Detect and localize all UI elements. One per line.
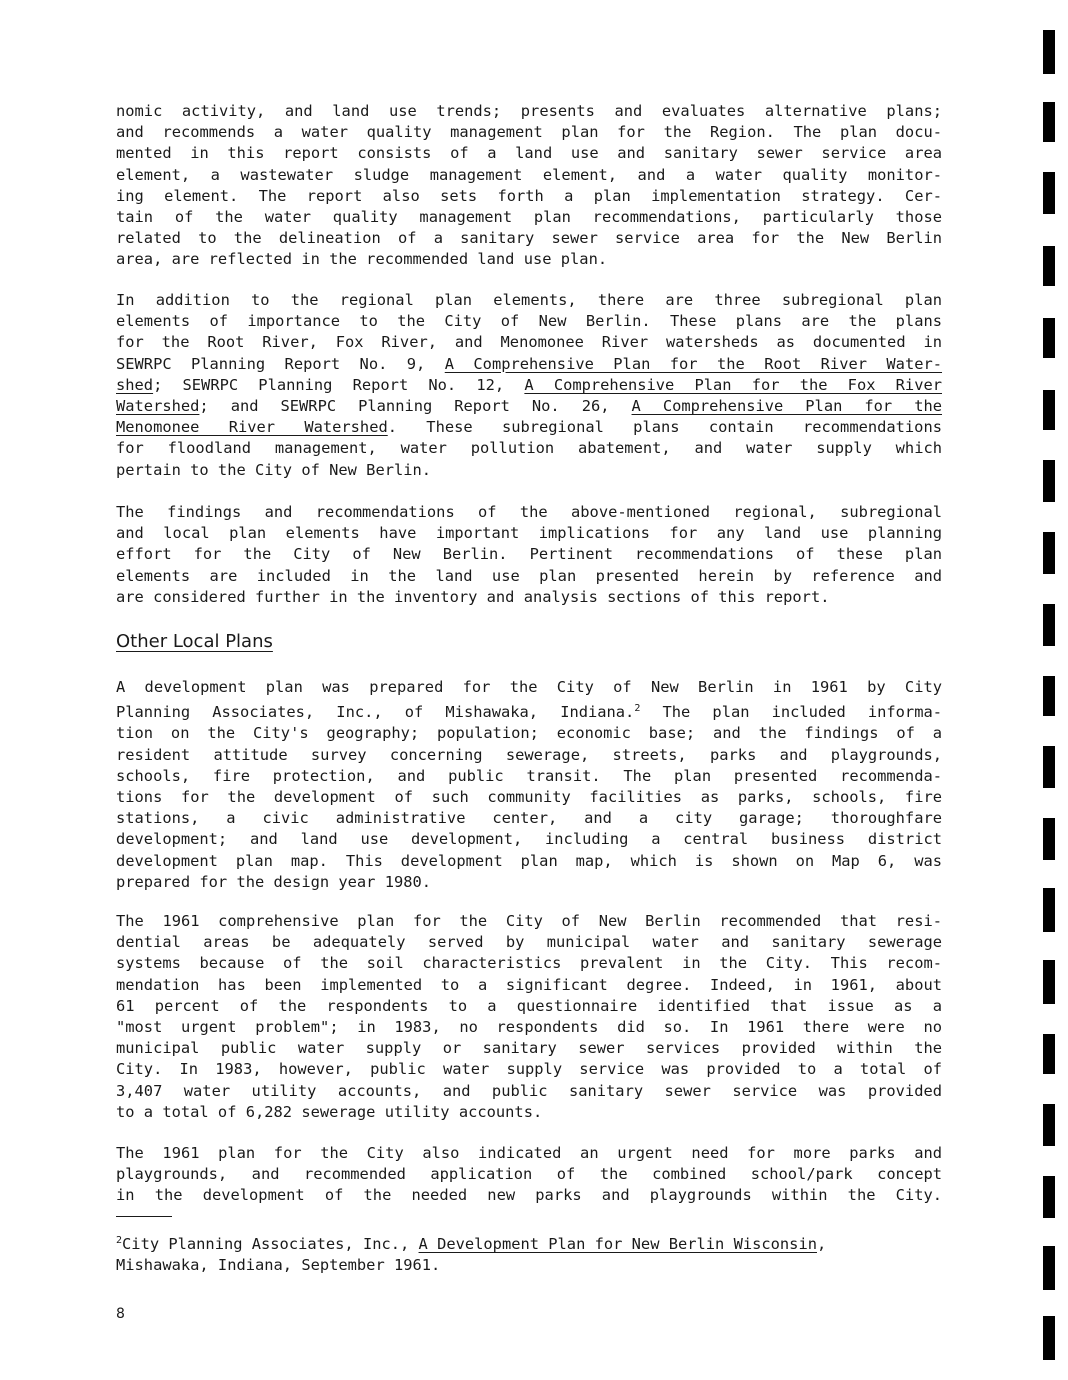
text-line: development plan map. This development plan map, which is shown on Map 6, was	[116, 851, 942, 870]
footnote-divider	[116, 1216, 172, 1217]
text-line: 61 percent of the respondents to a questionnaire identified that issue as a	[116, 996, 942, 1015]
text-line: prepared for the design year 1980.	[116, 872, 432, 891]
footnote-cited-title: A Development Plan for New Berlin Wisconsin	[418, 1235, 817, 1253]
paragraph-water-quality-plan	[116, 101, 942, 271]
scan-margin-bar	[1043, 818, 1055, 860]
text-fragment: The plan included informa-	[640, 703, 942, 722]
text-fragment: City Planning Associates, Inc.,	[122, 1235, 419, 1253]
text-line: The 1961 comprehensive plan for the City of New Berlin recommended that resi-	[116, 912, 942, 930]
text-line: element, a wastewater sludge management element, and a water quality monitor-	[116, 165, 942, 184]
text-line: elements are included in the land use plan presented herein by reference and	[116, 566, 942, 585]
text-line: In addition to the regional plan elements, there are three subregional plan	[116, 291, 942, 309]
scan-margin-bar	[1043, 30, 1055, 74]
text-line: dential areas be adequately served by municipal water and sanitary sewerage	[116, 933, 942, 952]
paragraph-parks-need	[116, 1143, 942, 1207]
text-line: are considered further in the inventory and analysis sections of this report.	[116, 587, 830, 606]
scan-margin-bar	[1043, 172, 1055, 214]
report-title-root-river-cont: shed	[116, 375, 154, 394]
scan-margin-bar	[1043, 676, 1055, 716]
text-fragment: ,	[816, 1235, 827, 1253]
text-line: pertain to the City of New Berlin.	[116, 460, 432, 479]
text-line: systems because of the soil characteristics prevalent in the City. This recom-	[116, 954, 942, 973]
report-title-fox-river-cont: Watershed	[116, 397, 200, 416]
scan-margin-bar	[1043, 1246, 1055, 1290]
text-line: mendation has been implemented to a significant degree. Indeed, in 1961, about	[116, 975, 942, 994]
text-line: playgrounds, and recommended application of the combined school/park concept	[116, 1165, 942, 1184]
text-line: in the development of the needed new parks and playgrounds within the City.	[116, 1186, 942, 1205]
scan-margin-bar	[1043, 1104, 1055, 1146]
text-line: The 1961 plan for the City also indicated an urgent need for more parks and	[116, 1144, 942, 1162]
text-line	[116, 396, 942, 417]
text-line: to a total of 6,282 sewerage utility accounts.	[116, 1102, 543, 1121]
footnote-number: 2	[116, 1235, 123, 1246]
text-line: development; and land use development, including a central business district	[116, 830, 942, 849]
page-number: 8	[116, 1306, 125, 1322]
text-line: tain of the water quality management plan recommendations, particularly those	[116, 208, 942, 227]
text-fragment: Planning Associates, Inc., of Mishawaka, Indiana.	[116, 703, 635, 722]
text-line: City. In 1983, however, public water supply service was provided to a total of	[116, 1060, 942, 1079]
footnote-line: Mishawaka, Indiana, September 1961.	[116, 1256, 441, 1275]
text-line: tion on the City's geography; population; economic base; and the findings of a	[116, 724, 942, 743]
scan-margin-bar	[1043, 1316, 1055, 1360]
text-line: effort for the City of New Berlin. Pertinent recommendations of these plan	[116, 545, 942, 564]
text-line: The findings and recommendations of the above-mentioned regional, subregional	[116, 503, 942, 521]
scan-margin-bar	[1043, 960, 1055, 1004]
scan-margin-bar	[1043, 1034, 1055, 1074]
footnote	[116, 1230, 942, 1276]
text-line: and recommends a water quality management plan for the Region. The plan docu-	[116, 123, 942, 142]
scan-margin-bar	[1043, 604, 1055, 646]
text-line: nomic activity, and land use trends; presents and evaluates alternative plans;	[116, 102, 942, 120]
text-line: ing element. The report also sets forth a plan implementation strategy. Cer-	[116, 186, 942, 205]
scan-margin-bar	[1043, 390, 1055, 430]
scan-margin-bar	[1043, 1176, 1055, 1218]
text-fragment: ; and SEWRPC Planning Report No. 26,	[199, 397, 632, 416]
paragraph-1961-comprehensive-plan	[116, 911, 942, 1123]
text-line: and local plan elements have important implications for any land use planning	[116, 524, 942, 543]
text-line: "most urgent problem"; in 1983, no respondents did so. In 1961 there were no	[116, 1018, 942, 1037]
text-line: A development plan was prepared for the City of New Berlin in 1961 by City	[116, 678, 942, 696]
footnote-line	[116, 1230, 942, 1255]
text-line: for floodland management, water pollution abatement, and water supply which	[116, 439, 942, 458]
text-fragment: SEWRPC Planning Report No. 9,	[116, 354, 445, 373]
scan-margin-bar	[1043, 532, 1055, 574]
paragraph-findings	[116, 502, 942, 608]
text-line	[116, 698, 942, 723]
text-line: elements of importance to the City of New Berlin. These plans are the plans	[116, 312, 942, 331]
text-fragment: . These subregional plans contain recommendations	[387, 418, 942, 437]
report-title-fox-river: A Comprehensive Plan for the Fox River	[524, 375, 942, 394]
scan-margin-bar	[1043, 888, 1055, 932]
text-line: tions for the development of such community facilities as parks, schools, fire	[116, 788, 942, 807]
text-line: municipal public water supply or sanitary sewer services provided within the	[116, 1039, 942, 1058]
scan-margin-bar	[1043, 746, 1055, 788]
paragraph-development-plan	[116, 677, 942, 893]
report-title-root-river: A Comprehensive Plan for the Root River Water-	[444, 354, 943, 373]
scan-margin-bar	[1043, 318, 1055, 358]
text-line: 3,407 water utility accounts, and public sanitary sewer service was provided	[116, 1081, 942, 1100]
scan-margin-bar	[1043, 102, 1055, 142]
text-fragment: ; SEWRPC Planning Report No. 12,	[153, 375, 525, 394]
report-title-menomonee-river-cont: Menomonee River Watershed	[116, 418, 388, 437]
text-line: stations, a civic administrative center, and a city garage; thoroughfare	[116, 809, 942, 828]
text-line	[116, 354, 942, 375]
scan-margin-bar	[1043, 246, 1055, 286]
text-line	[116, 417, 942, 438]
footnote-reference: 2	[634, 703, 641, 715]
text-line: for the Root River, Fox River, and Menomonee River watersheds as documented in	[116, 333, 942, 352]
text-line: schools, fire protection, and public transit. The plan presented recommenda-	[116, 766, 942, 785]
section-heading: Other Local Plans	[116, 631, 273, 652]
text-line: mented in this report consists of a land use and sanitary sewer service area	[116, 144, 942, 163]
text-line: related to the delineation of a sanitary sewer service area for the New Berlin	[116, 229, 942, 248]
paragraph-subregional-plans	[116, 290, 942, 481]
report-title-menomonee-river: A Comprehensive Plan for the	[631, 397, 942, 416]
scan-margin-bar	[1043, 460, 1055, 502]
text-line: area, are reflected in the recommended land use plan.	[116, 250, 608, 269]
text-line: resident attitude survey concerning sewerage, streets, parks and playgrounds,	[116, 745, 942, 764]
text-line	[116, 375, 942, 396]
